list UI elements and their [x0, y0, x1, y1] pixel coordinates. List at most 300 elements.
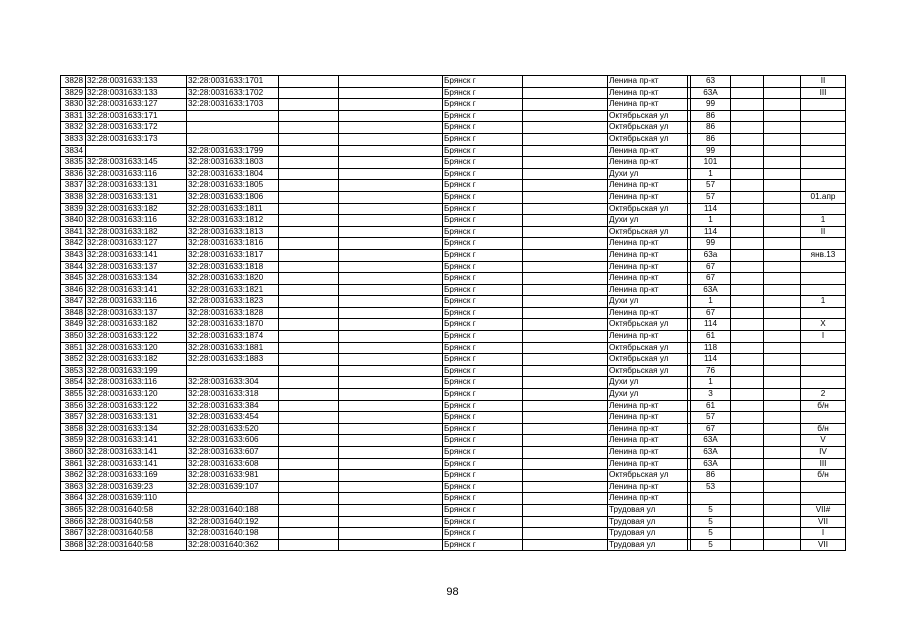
parent-cadastral-number-cell: 32:28:0031633:122: [86, 400, 187, 412]
empty-col-e-cell: [731, 133, 764, 145]
parent-cadastral-number-cell: 32:28:0031633:122: [86, 331, 187, 343]
city-cell: Брянск г: [443, 157, 523, 169]
empty-col-b-cell: [339, 238, 443, 250]
empty-col-f-cell: [764, 447, 801, 459]
empty-col-a-cell: [279, 504, 339, 516]
empty-col-c-cell: [523, 191, 608, 203]
street-cell: Ленина пр-кт: [608, 435, 688, 447]
table-row: [61, 470, 846, 482]
empty-col-c-cell: [523, 481, 608, 493]
empty-col-c-cell: [523, 296, 608, 308]
empty-col-b-cell: [339, 539, 443, 551]
house-number-cell: 99: [691, 99, 731, 111]
house-number-cell: 67: [691, 261, 731, 273]
unit-number-cell: IV: [801, 447, 846, 459]
city-cell: Брянск г: [443, 365, 523, 377]
table-row: [61, 412, 846, 424]
house-number-cell: 118: [691, 342, 731, 354]
empty-col-e-cell: [731, 435, 764, 447]
table-row: [61, 481, 846, 493]
street-cell: Ленина пр-кт: [608, 284, 688, 296]
empty-col-c-cell: [523, 99, 608, 111]
unit-number-cell: [801, 122, 846, 134]
table-row: [61, 365, 846, 377]
house-number-cell: 61: [691, 331, 731, 343]
row-number-cell: 3835: [61, 157, 86, 169]
empty-col-b-cell: [339, 99, 443, 111]
empty-col-f-cell: [764, 145, 801, 157]
empty-col-a-cell: [279, 539, 339, 551]
empty-col-c-cell: [523, 203, 608, 215]
empty-col-b-cell: [339, 470, 443, 482]
street-cell: Ленина пр-кт: [608, 481, 688, 493]
empty-col-f-cell: [764, 354, 801, 366]
parent-cadastral-number-cell: 32:28:0031633:134: [86, 273, 187, 285]
parent-cadastral-number-cell: 32:28:0031633:182: [86, 203, 187, 215]
unit-number-cell: V: [801, 435, 846, 447]
house-number-cell: 61: [691, 400, 731, 412]
empty-col-e-cell: [731, 365, 764, 377]
cadastral-number-cell: 32:28:0031633:1804: [187, 168, 279, 180]
row-number-cell: 3858: [61, 423, 86, 435]
unit-number-cell: [801, 481, 846, 493]
empty-col-e-cell: [731, 122, 764, 134]
city-cell: Брянск г: [443, 539, 523, 551]
empty-col-c-cell: [523, 377, 608, 389]
unit-number-cell: [801, 238, 846, 250]
parent-cadastral-number-cell: 32:28:0031633:120: [86, 342, 187, 354]
parent-cadastral-number-cell: 32:28:0031633:182: [86, 354, 187, 366]
cadastral-number-cell: 32:28:0031633:608: [187, 458, 279, 470]
empty-col-e-cell: [731, 342, 764, 354]
city-cell: Брянск г: [443, 133, 523, 145]
house-number-cell: 86: [691, 122, 731, 134]
empty-col-f-cell: [764, 516, 801, 528]
row-number-cell: 3846: [61, 284, 86, 296]
street-cell: Ленина пр-кт: [608, 157, 688, 169]
house-number-cell: 1: [691, 168, 731, 180]
row-number-cell: 3861: [61, 458, 86, 470]
empty-col-e-cell: [731, 191, 764, 203]
empty-col-b-cell: [339, 377, 443, 389]
street-cell: Ленина пр-кт: [608, 180, 688, 192]
street-cell: Ленина пр-кт: [608, 145, 688, 157]
row-number-cell: 3836: [61, 168, 86, 180]
house-number-cell: 63А: [691, 284, 731, 296]
row-number-cell: 3848: [61, 307, 86, 319]
house-number-cell: 86: [691, 110, 731, 122]
empty-col-e-cell: [731, 423, 764, 435]
empty-col-a-cell: [279, 296, 339, 308]
empty-col-c-cell: [523, 226, 608, 238]
row-number-cell: 3849: [61, 319, 86, 331]
empty-col-f-cell: [764, 226, 801, 238]
cadastral-number-cell: 32:28:0031633:1870: [187, 319, 279, 331]
table-row: [61, 377, 846, 389]
empty-col-e-cell: [731, 447, 764, 459]
empty-col-f-cell: [764, 110, 801, 122]
cadastral-number-cell: [187, 122, 279, 134]
table-row: [61, 87, 846, 99]
empty-col-a-cell: [279, 447, 339, 459]
unit-number-cell: II: [801, 226, 846, 238]
house-number-cell: 57: [691, 412, 731, 424]
property-table: [60, 75, 846, 551]
city-cell: Брянск г: [443, 400, 523, 412]
city-cell: Брянск г: [443, 412, 523, 424]
city-cell: Брянск г: [443, 528, 523, 540]
unit-number-cell: III: [801, 87, 846, 99]
street-cell: Ленина пр-кт: [608, 249, 688, 261]
parent-cadastral-number-cell: 32:28:0031633:131: [86, 412, 187, 424]
empty-col-b-cell: [339, 319, 443, 331]
house-number-cell: 67: [691, 273, 731, 285]
city-cell: Брянск г: [443, 447, 523, 459]
city-cell: Брянск г: [443, 423, 523, 435]
row-number-cell: 3830: [61, 99, 86, 111]
cadastral-number-cell: 32:28:0031633:1806: [187, 191, 279, 203]
empty-col-b-cell: [339, 226, 443, 238]
table-row: [61, 435, 846, 447]
empty-col-a-cell: [279, 319, 339, 331]
parent-cadastral-number-cell: 32:28:0031633:137: [86, 261, 187, 273]
cadastral-number-cell: 32:28:0031640:198: [187, 528, 279, 540]
row-number-cell: 3864: [61, 493, 86, 505]
empty-col-e-cell: [731, 145, 764, 157]
cadastral-number-cell: 32:28:0031633:1821: [187, 284, 279, 296]
parent-cadastral-number-cell: 32:28:0031633:137: [86, 307, 187, 319]
row-number-cell: 3840: [61, 215, 86, 227]
cadastral-number-cell: 32:28:0031633:1817: [187, 249, 279, 261]
row-number-cell: 3834: [61, 145, 86, 157]
city-cell: Брянск г: [443, 110, 523, 122]
street-cell: Октябрьская ул: [608, 342, 688, 354]
city-cell: Брянск г: [443, 319, 523, 331]
row-number-cell: 3863: [61, 481, 86, 493]
house-number-cell: 63А: [691, 87, 731, 99]
empty-col-a-cell: [279, 238, 339, 250]
parent-cadastral-number-cell: 32:28:0031633:173: [86, 133, 187, 145]
empty-col-e-cell: [731, 516, 764, 528]
empty-col-b-cell: [339, 203, 443, 215]
empty-col-a-cell: [279, 110, 339, 122]
row-number-cell: 3837: [61, 180, 86, 192]
empty-col-e-cell: [731, 273, 764, 285]
unit-number-cell: 1: [801, 296, 846, 308]
empty-col-c-cell: [523, 389, 608, 401]
table-row: [61, 307, 846, 319]
table-row: [61, 516, 846, 528]
parent-cadastral-number-cell: 32:28:0031633:169: [86, 470, 187, 482]
street-cell: Духи ул: [608, 389, 688, 401]
city-cell: Брянск г: [443, 249, 523, 261]
empty-col-f-cell: [764, 307, 801, 319]
parent-cadastral-number-cell: 32:28:0031633:199: [86, 365, 187, 377]
empty-col-a-cell: [279, 284, 339, 296]
empty-col-c-cell: [523, 435, 608, 447]
empty-col-c-cell: [523, 528, 608, 540]
row-number-cell: 3831: [61, 110, 86, 122]
empty-col-f-cell: [764, 133, 801, 145]
street-cell: Духи ул: [608, 377, 688, 389]
house-number-cell: 57: [691, 180, 731, 192]
house-number-cell: 57: [691, 191, 731, 203]
row-number-cell: 3850: [61, 331, 86, 343]
parent-cadastral-number-cell: 32:28:0031639:110: [86, 493, 187, 505]
empty-col-a-cell: [279, 226, 339, 238]
street-cell: Ленина пр-кт: [608, 87, 688, 99]
empty-col-c-cell: [523, 504, 608, 516]
parent-cadastral-number-cell: 32:28:0031633:131: [86, 191, 187, 203]
street-cell: Ленина пр-кт: [608, 261, 688, 273]
street-cell: Октябрьская ул: [608, 365, 688, 377]
empty-col-c-cell: [523, 168, 608, 180]
row-number-cell: 3866: [61, 516, 86, 528]
row-number-cell: 3847: [61, 296, 86, 308]
unit-number-cell: б/н: [801, 400, 846, 412]
row-number-cell: 3851: [61, 342, 86, 354]
house-number-cell: 67: [691, 307, 731, 319]
empty-col-f-cell: [764, 365, 801, 377]
cadastral-number-cell: 32:28:0031640:188: [187, 504, 279, 516]
empty-col-b-cell: [339, 400, 443, 412]
unit-number-cell: [801, 157, 846, 169]
cadastral-number-cell: 32:28:0031633:1803: [187, 157, 279, 169]
empty-col-c-cell: [523, 354, 608, 366]
parent-cadastral-number-cell: 32:28:0031633:182: [86, 319, 187, 331]
empty-col-a-cell: [279, 249, 339, 261]
empty-col-e-cell: [731, 539, 764, 551]
row-number-cell: 3845: [61, 273, 86, 285]
city-cell: Брянск г: [443, 261, 523, 273]
street-cell: Ленина пр-кт: [608, 191, 688, 203]
empty-col-b-cell: [339, 307, 443, 319]
street-cell: Ленина пр-кт: [608, 423, 688, 435]
unit-number-cell: 01.апр: [801, 191, 846, 203]
parent-cadastral-number-cell: 32:28:0031633:133: [86, 87, 187, 99]
empty-col-f-cell: [764, 76, 801, 88]
empty-col-b-cell: [339, 458, 443, 470]
city-cell: Брянск г: [443, 354, 523, 366]
street-cell: Октябрьская ул: [608, 226, 688, 238]
street-cell: Трудовая ул: [608, 539, 688, 551]
table-row: [61, 273, 846, 285]
unit-number-cell: [801, 493, 846, 505]
parent-cadastral-number-cell: 32:28:0031633:116: [86, 168, 187, 180]
table-row: [61, 99, 846, 111]
house-number-cell: 67: [691, 423, 731, 435]
empty-col-e-cell: [731, 389, 764, 401]
street-cell: Октябрьская ул: [608, 133, 688, 145]
empty-col-c-cell: [523, 447, 608, 459]
empty-col-f-cell: [764, 470, 801, 482]
house-number-cell: 53: [691, 481, 731, 493]
empty-col-b-cell: [339, 389, 443, 401]
parent-cadastral-number-cell: 32:28:0031633:120: [86, 389, 187, 401]
unit-number-cell: II: [801, 76, 846, 88]
street-cell: Ленина пр-кт: [608, 331, 688, 343]
house-number-cell: 114: [691, 226, 731, 238]
empty-col-f-cell: [764, 168, 801, 180]
empty-col-c-cell: [523, 423, 608, 435]
parent-cadastral-number-cell: 32:28:0031640:58: [86, 528, 187, 540]
street-cell: Ленина пр-кт: [608, 238, 688, 250]
unit-number-cell: VII#: [801, 504, 846, 516]
empty-col-a-cell: [279, 122, 339, 134]
row-number-cell: 3862: [61, 470, 86, 482]
empty-col-a-cell: [279, 145, 339, 157]
street-cell: Ленина пр-кт: [608, 412, 688, 424]
cadastral-number-cell: 32:28:0031633:1812: [187, 215, 279, 227]
cadastral-number-cell: [187, 493, 279, 505]
empty-col-a-cell: [279, 423, 339, 435]
empty-col-f-cell: [764, 377, 801, 389]
empty-col-e-cell: [731, 412, 764, 424]
empty-col-f-cell: [764, 157, 801, 169]
empty-col-f-cell: [764, 458, 801, 470]
unit-number-cell: [801, 412, 846, 424]
parent-cadastral-number-cell: 32:28:0031639:23: [86, 481, 187, 493]
empty-col-b-cell: [339, 76, 443, 88]
unit-number-cell: I: [801, 528, 846, 540]
empty-col-c-cell: [523, 122, 608, 134]
row-number-cell: 3867: [61, 528, 86, 540]
row-number-cell: 3865: [61, 504, 86, 516]
row-number-cell: 3838: [61, 191, 86, 203]
cadastral-number-cell: 32:28:0031633:1874: [187, 331, 279, 343]
empty-col-a-cell: [279, 99, 339, 111]
unit-number-cell: VII: [801, 539, 846, 551]
empty-col-a-cell: [279, 342, 339, 354]
cadastral-number-cell: 32:28:0031633:1881: [187, 342, 279, 354]
cadastral-number-cell: 32:28:0031640:192: [187, 516, 279, 528]
cadastral-number-cell: 32:28:0031633:454: [187, 412, 279, 424]
empty-col-c-cell: [523, 539, 608, 551]
empty-col-a-cell: [279, 76, 339, 88]
cadastral-number-cell: 32:28:0031633:520: [187, 423, 279, 435]
city-cell: Брянск г: [443, 238, 523, 250]
house-number-cell: 63а: [691, 249, 731, 261]
empty-col-e-cell: [731, 238, 764, 250]
empty-col-e-cell: [731, 87, 764, 99]
empty-col-e-cell: [731, 354, 764, 366]
empty-col-a-cell: [279, 528, 339, 540]
street-cell: Октябрьская ул: [608, 470, 688, 482]
empty-col-b-cell: [339, 516, 443, 528]
empty-col-b-cell: [339, 296, 443, 308]
cadastral-number-cell: 32:28:0031633:1828: [187, 307, 279, 319]
city-cell: Брянск г: [443, 168, 523, 180]
empty-col-e-cell: [731, 168, 764, 180]
table-row: [61, 319, 846, 331]
empty-col-c-cell: [523, 261, 608, 273]
empty-col-e-cell: [731, 261, 764, 273]
empty-col-f-cell: [764, 273, 801, 285]
empty-col-f-cell: [764, 87, 801, 99]
unit-number-cell: [801, 133, 846, 145]
street-cell: Духи ул: [608, 168, 688, 180]
table-row: [61, 122, 846, 134]
street-cell: Трудовая ул: [608, 504, 688, 516]
row-number-cell: 3844: [61, 261, 86, 273]
empty-col-a-cell: [279, 307, 339, 319]
table-row: [61, 76, 846, 88]
empty-col-a-cell: [279, 400, 339, 412]
empty-col-a-cell: [279, 435, 339, 447]
empty-col-b-cell: [339, 423, 443, 435]
house-number-cell: 63А: [691, 435, 731, 447]
house-number-cell: 99: [691, 238, 731, 250]
cadastral-number-cell: 32:28:0031633:1823: [187, 296, 279, 308]
unit-number-cell: [801, 342, 846, 354]
street-cell: Духи ул: [608, 296, 688, 308]
row-number-cell: 3859: [61, 435, 86, 447]
parent-cadastral-number-cell: 32:28:0031633:116: [86, 377, 187, 389]
empty-col-f-cell: [764, 331, 801, 343]
unit-number-cell: 2: [801, 389, 846, 401]
city-cell: Брянск г: [443, 342, 523, 354]
city-cell: Брянск г: [443, 180, 523, 192]
empty-col-f-cell: [764, 493, 801, 505]
empty-col-b-cell: [339, 354, 443, 366]
unit-number-cell: янв.13: [801, 249, 846, 261]
row-number-cell: 3843: [61, 249, 86, 261]
empty-col-c-cell: [523, 400, 608, 412]
table-row: [61, 331, 846, 343]
empty-col-e-cell: [731, 307, 764, 319]
city-cell: Брянск г: [443, 122, 523, 134]
empty-col-b-cell: [339, 273, 443, 285]
city-cell: Брянск г: [443, 389, 523, 401]
empty-col-c-cell: [523, 110, 608, 122]
table-row: [61, 249, 846, 261]
empty-col-a-cell: [279, 87, 339, 99]
unit-number-cell: [801, 203, 846, 215]
empty-col-b-cell: [339, 157, 443, 169]
empty-col-b-cell: [339, 191, 443, 203]
row-number-cell: 3868: [61, 539, 86, 551]
unit-number-cell: [801, 377, 846, 389]
cadastral-number-cell: 32:28:0031633:318: [187, 389, 279, 401]
row-number-cell: 3854: [61, 377, 86, 389]
empty-col-e-cell: [731, 249, 764, 261]
parent-cadastral-number-cell: 32:28:0031633:141: [86, 447, 187, 459]
table-row: [61, 110, 846, 122]
unit-number-cell: [801, 365, 846, 377]
empty-col-c-cell: [523, 493, 608, 505]
row-number-cell: 3832: [61, 122, 86, 134]
street-cell: Ленина пр-кт: [608, 400, 688, 412]
street-cell: Ленина пр-кт: [608, 273, 688, 285]
row-number-cell: 3829: [61, 87, 86, 99]
empty-col-a-cell: [279, 365, 339, 377]
empty-col-f-cell: [764, 261, 801, 273]
empty-col-e-cell: [731, 481, 764, 493]
table-row: [61, 400, 846, 412]
table-row: [61, 191, 846, 203]
empty-col-e-cell: [731, 493, 764, 505]
empty-col-a-cell: [279, 516, 339, 528]
empty-col-b-cell: [339, 504, 443, 516]
parent-cadastral-number-cell: 32:28:0031633:172: [86, 122, 187, 134]
unit-number-cell: [801, 145, 846, 157]
empty-col-a-cell: [279, 180, 339, 192]
house-number-cell: 1: [691, 377, 731, 389]
parent-cadastral-number-cell: 32:28:0031633:141: [86, 458, 187, 470]
empty-col-c-cell: [523, 215, 608, 227]
house-number-cell: 76: [691, 365, 731, 377]
empty-col-b-cell: [339, 215, 443, 227]
